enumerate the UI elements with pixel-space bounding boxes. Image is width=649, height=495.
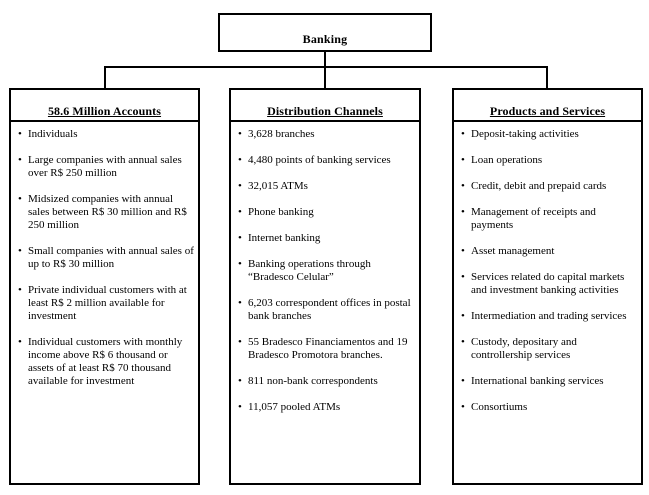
list-item: • 3,628 branches bbox=[237, 128, 417, 141]
list-item: • Loan operations bbox=[460, 154, 639, 167]
list-item: • Large companies with annual sales over R$ 250 million bbox=[17, 154, 196, 180]
column-accounts-header: 58.6 Million Accounts bbox=[11, 90, 198, 122]
column-distribution-channels-list bbox=[237, 128, 417, 414]
list-item: • 4,480 points of banking services bbox=[237, 154, 417, 167]
list-item: • Deposit-taking activities bbox=[460, 128, 639, 141]
list-item: • 6,203 correspondent offices in postal bank branches bbox=[237, 297, 417, 323]
connector-drop-right bbox=[546, 66, 548, 88]
list-item: • International banking services bbox=[460, 375, 639, 388]
list-item: • 55 Bradesco Financiamentos and 19 Bradesco Promotora branches. bbox=[237, 336, 417, 362]
column-distribution-channels-header: Distribution Channels bbox=[231, 90, 419, 122]
list-item: • Management of receipts and payments bbox=[460, 206, 639, 232]
list-item: • Individuals bbox=[17, 128, 196, 141]
list-item: • 11,057 pooled ATMs bbox=[237, 401, 417, 414]
list-item: • Midsized companies with annual sales between R$ 30 million and R$ 250 million bbox=[17, 193, 196, 232]
column-products-services bbox=[452, 88, 643, 485]
column-products-services-list bbox=[460, 128, 639, 414]
list-item: • Custody, depositary and controllership services bbox=[460, 336, 639, 362]
list-item: • Credit, debit and prepaid cards bbox=[460, 180, 639, 193]
list-item: • 32,015 ATMs bbox=[237, 180, 417, 193]
banking-root-node bbox=[218, 13, 432, 52]
list-item: • Asset management bbox=[460, 245, 639, 258]
connector-drop-center bbox=[324, 66, 326, 88]
connector-drop-left bbox=[104, 66, 106, 88]
column-distribution-channels bbox=[229, 88, 421, 485]
banking-root-label: Banking bbox=[302, 32, 348, 46]
list-item: • Phone banking bbox=[237, 206, 417, 219]
column-accounts-list bbox=[17, 128, 196, 388]
connector-root-stub bbox=[324, 52, 326, 66]
list-item: • Private individual customers with at least R$ 2 million available for investment bbox=[17, 284, 196, 323]
list-item: • Internet banking bbox=[237, 232, 417, 245]
list-item: • Individual customers with monthly income above R$ 6 thousand or assets of at least R$ 70 thousand available for investment bbox=[17, 336, 196, 388]
list-item: • Consortiums bbox=[460, 401, 639, 414]
list-item: • 811 non-bank correspondents bbox=[237, 375, 417, 388]
column-products-services-header: Products and Services bbox=[454, 90, 641, 122]
list-item: • Intermediation and trading services bbox=[460, 310, 639, 323]
list-item: • Services related do capital markets and investment banking activities bbox=[460, 271, 639, 297]
connector-horizontal bbox=[104, 66, 548, 68]
column-accounts bbox=[9, 88, 200, 485]
list-item: • Banking operations through “Bradesco Celular” bbox=[237, 258, 417, 284]
list-item: • Small companies with annual sales of up to R$ 30 million bbox=[17, 245, 196, 271]
